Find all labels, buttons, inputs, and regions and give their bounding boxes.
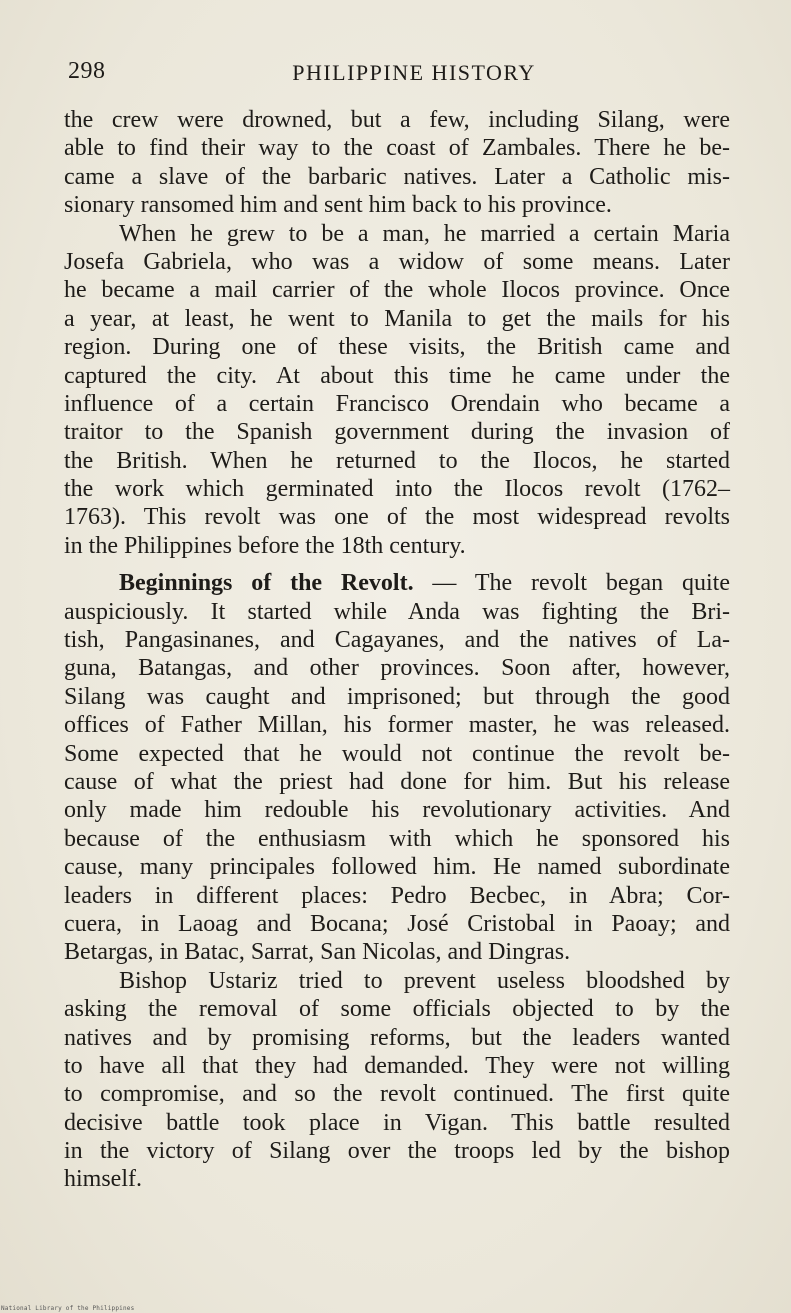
text-line: offices of Father Millan, his former master, he was released. (64, 712, 730, 739)
text-line: 1763). This revolt was one of the most widespread revolts (64, 504, 730, 531)
page-number: 298 (68, 58, 106, 84)
text-line: asking the removal of some officials objected to by the (64, 996, 730, 1023)
text-line: cuera, in Laoag and Bocana; José Cristobal in Paoay; and (64, 910, 730, 937)
text-line: Betargas, in Batac, Sarrat, San Nicolas, and Dingras. (64, 939, 571, 966)
running-head: PHILIPPINE HISTORY (292, 60, 536, 85)
text-line: the British. When he returned to the Ilocos, he started (64, 447, 730, 474)
text-line: region. During one of these visits, the British came and (64, 334, 730, 361)
text-line: because of the enthusiasm with which he sponsored his (64, 825, 730, 852)
text-line: himself. (64, 1166, 142, 1193)
text-line: decisive battle took place in Vigan. This battle resulted (64, 1109, 730, 1136)
text-line: sionary ransomed him and sent him back to his province. (64, 192, 612, 219)
text-line: cause of what the priest had done for him. But his release (64, 768, 730, 795)
text-line: cause, many principales followed him. He named subordinate (64, 854, 730, 881)
text-line: in the victory of Silang over the troops led by the bishop (64, 1138, 730, 1165)
text-line: Bishop Ustariz tried to prevent useless bloodshed by (119, 967, 730, 994)
text-line: he became a mail carrier of the whole Ilocos province. Once (64, 277, 730, 304)
text-line: auspiciously. It started while Anda was fighting the Bri- (64, 598, 730, 625)
page-header (68, 58, 730, 94)
text-line: to compromise, and so the revolt continued. The first quite (64, 1081, 730, 1108)
text-line: the crew were drowned, but a few, including Silang, were (64, 107, 730, 133)
text-line: came a slave of the barbaric natives. Later a Catholic mis- (64, 163, 730, 190)
text-line: When he grew to be a man, he married a certain Maria (119, 220, 730, 247)
paragraph-2 (64, 220, 730, 561)
text-line: Some expected that he would not continue the revolt be- (64, 740, 730, 767)
scan-credit: National Library of the Philippines (1, 1305, 135, 1312)
text-line: only made him redouble his revolutionary activities. And (64, 797, 730, 824)
text-line: influence of a certain Francisco Orendain who became a (64, 390, 730, 417)
body-text (64, 106, 730, 1194)
paragraph-gap (64, 560, 730, 569)
text-line: Silang was caught and imprisoned; but through the good (64, 683, 730, 710)
text-line: to have all that they had demanded. They were not willing (64, 1052, 730, 1079)
text-line: guna, Batangas, and other provinces. Soon after, however, (64, 655, 730, 682)
text-line: natives and by promising reforms, but the leaders wanted (64, 1024, 730, 1051)
section-heading: Beginnings of the Revolt. (119, 570, 414, 597)
text-line (64, 569, 730, 597)
paragraph-1 (64, 106, 730, 220)
paragraph-3 (64, 569, 730, 966)
text-line: traitor to the Spanish government during the invasion of (64, 419, 730, 446)
text-line: captured the city. At about this time he came under the (64, 362, 730, 389)
heading-line-rest: — The revolt began quite (413, 570, 730, 597)
text-line: leaders in different places: Pedro Becbec, in Abra; Cor- (64, 882, 730, 909)
text-line: a year, at least, he went to Manila to get the mails for his (64, 305, 730, 332)
text-line: in the Philippines before the 18th century. (64, 532, 466, 559)
text-line: able to find their way to the coast of Zambales. There he be- (64, 135, 730, 162)
text-line: Josefa Gabriela, who was a widow of some means. Later (64, 248, 730, 275)
text-line: the work which germinated into the Ilocos revolt (1762– (64, 476, 730, 503)
text-line: tish, Pangasinanes, and Cagayanes, and the natives of La- (64, 627, 730, 654)
paragraph-4 (64, 967, 730, 1194)
